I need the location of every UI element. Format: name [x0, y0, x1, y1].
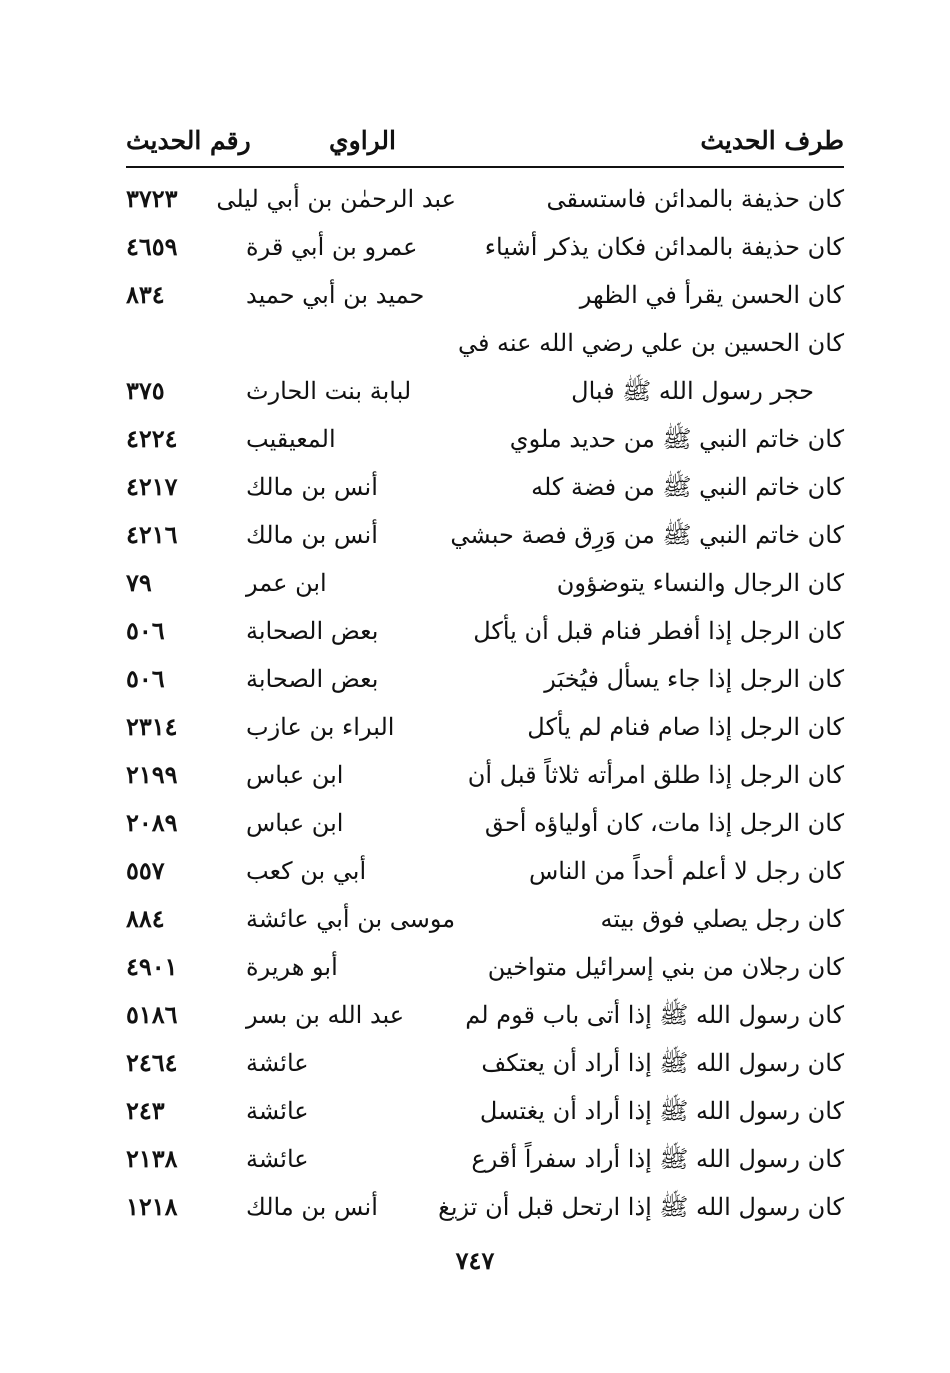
hadith-text: كان الرجل إذا أفطر فنام قبل أن يأكل: [473, 617, 844, 645]
table-row: [126, 511, 844, 559]
narrator-name: ابن عباس: [246, 809, 344, 837]
column-header-narrator: الراوي: [329, 126, 396, 155]
column-header-hadith-text: طرف الحديث: [700, 126, 844, 155]
narrator-name: عبد الله بن بسر: [246, 1001, 405, 1029]
narrator-name: أبو هريرة: [246, 953, 338, 981]
hadith-text: كان رسول الله ﷺ إذا أتى باب قوم لم: [465, 1001, 844, 1029]
hadith-text: كان رسول الله ﷺ إذا ارتحل قبل أن تزيغ: [438, 1193, 844, 1221]
table-row: [126, 943, 844, 991]
narrator-name: عائشة: [246, 1049, 309, 1077]
hadith-text: كان رسول الله ﷺ إذا أراد أن يغتسل: [479, 1097, 844, 1125]
table-row: [126, 1087, 844, 1135]
hadith-number: ١٢١٨: [126, 1192, 178, 1221]
hadith-text: كان رسول الله ﷺ إذا أراد أن يعتكف: [481, 1049, 844, 1077]
table-row: [126, 271, 844, 319]
hadith-number: ٥٠٦: [126, 664, 165, 693]
hadith-text: كان خاتم النبي ﷺ من وَرِق فصة حبشي: [450, 521, 844, 549]
column-header-hadith-number: رقم الحديث: [126, 126, 251, 155]
hadith-text: حجر رسول الله ﷺ فبال: [571, 377, 814, 405]
hadith-text: كان رجل يصلي فوق بيته: [600, 905, 844, 933]
hadith-number: ٢٣١٤: [126, 712, 178, 741]
table-header: [126, 118, 844, 168]
hadith-text: كان رسول الله ﷺ إذا أراد سفراً أقرع: [471, 1145, 844, 1173]
table-row: [126, 895, 844, 943]
table-row: [126, 751, 844, 799]
table-row: [126, 223, 844, 271]
hadith-text: كان خاتم النبي ﷺ من فضة كله: [531, 473, 844, 501]
narrator-name: عائشة: [246, 1097, 309, 1125]
table-row: [126, 703, 844, 751]
hadith-number: ٤٢٢٤: [126, 424, 178, 453]
narrator-name: أنس بن مالك: [246, 1193, 378, 1221]
table-row: [126, 367, 844, 415]
narrator-name: عبد الرحمٰن بن أبي ليلى: [216, 185, 456, 213]
table-row: [126, 319, 844, 367]
table-row: [126, 1135, 844, 1183]
narrator-name: عمرو بن أبي قرة: [246, 233, 418, 261]
table-row: [126, 655, 844, 703]
index-page: [126, 118, 844, 1298]
hadith-number: ٧٩: [126, 568, 152, 597]
hadith-text: كان الرجل إذا جاء يسأل فيُخبَر: [544, 665, 844, 693]
hadith-number: ٥٠٦: [126, 616, 165, 645]
hadith-number: ٢٤٦٤: [126, 1048, 178, 1077]
narrator-name: المعيقيب: [246, 425, 336, 453]
narrator-name: حميد بن أبي حميد: [246, 281, 425, 309]
table-row: [126, 847, 844, 895]
hadith-text: كان رجل لا أعلم أحداً من الناس: [528, 857, 844, 885]
table-row: [126, 1183, 844, 1231]
hadith-number: ٨٨٤: [126, 904, 165, 933]
narrator-name: عائشة: [246, 1145, 309, 1173]
hadith-text: كان الرجل إذا طلق امرأته ثلاثاً قبل أن: [467, 761, 844, 789]
narrator-name: أنس بن مالك: [246, 521, 378, 549]
hadith-number: ٤٦٥٩: [126, 232, 178, 261]
hadith-number: ٣٧٢٣: [126, 184, 178, 213]
hadith-number: ٤٢١٦: [126, 520, 178, 549]
hadith-number: ٥٥٧: [126, 856, 165, 885]
hadith-number: ٥١٨٦: [126, 1000, 178, 1029]
page-number: ٧٤٧: [455, 1246, 495, 1275]
table-row: [126, 559, 844, 607]
index-table: [126, 175, 844, 1231]
table-row: [126, 607, 844, 655]
narrator-name: موسى بن أبي عائشة: [246, 905, 456, 933]
hadith-text: كان رجلان من بني إسرائيل متواخين: [487, 953, 844, 981]
hadith-text: كان الرجل إذا مات، كان أولياؤه أحق: [484, 809, 844, 837]
narrator-name: البراء بن عازب: [246, 713, 395, 741]
hadith-text: كان الرجال والنساء يتوضؤون: [556, 569, 844, 597]
hadith-number: ٢١٣٨: [126, 1144, 178, 1173]
table-row: [126, 175, 844, 223]
narrator-name: بعض الصحابة: [246, 665, 379, 693]
table-row: [126, 991, 844, 1039]
hadith-text: كان حذيفة بالمدائن فكان يذكر أشياء: [484, 233, 844, 261]
hadith-text: كان الحسين بن علي رضي الله عنه في: [457, 329, 844, 357]
table-row: [126, 799, 844, 847]
narrator-name: أنس بن مالك: [246, 473, 378, 501]
table-row: [126, 415, 844, 463]
narrator-name: بعض الصحابة: [246, 617, 379, 645]
narrator-name: ابن عمر: [246, 569, 327, 597]
narrator-name: لبابة بنت الحارث: [246, 377, 412, 405]
hadith-number: ٢١٩٩: [126, 760, 178, 789]
narrator-name: ابن عباس: [246, 761, 344, 789]
hadith-text: كان خاتم النبي ﷺ من حديد ملوي: [509, 425, 844, 453]
hadith-number: ٤٢١٧: [126, 472, 178, 501]
table-row: [126, 1039, 844, 1087]
table-row: [126, 463, 844, 511]
narrator-name: أبي بن كعب: [246, 857, 367, 885]
hadith-number: ٢٠٨٩: [126, 808, 178, 837]
hadith-number: ٨٣٤: [126, 280, 165, 309]
hadith-text: كان الحسن يقرأ في الظهر: [579, 281, 844, 309]
hadith-text: كان حذيفة بالمدائن فاستسقى: [546, 185, 844, 213]
hadith-number: ٣٧٥: [126, 376, 165, 405]
hadith-text: كان الرجل إذا صام فنام لم يأكل: [527, 713, 844, 741]
hadith-number: ٢٤٣: [126, 1096, 165, 1125]
hadith-number: ٤٩٠١: [126, 952, 178, 981]
